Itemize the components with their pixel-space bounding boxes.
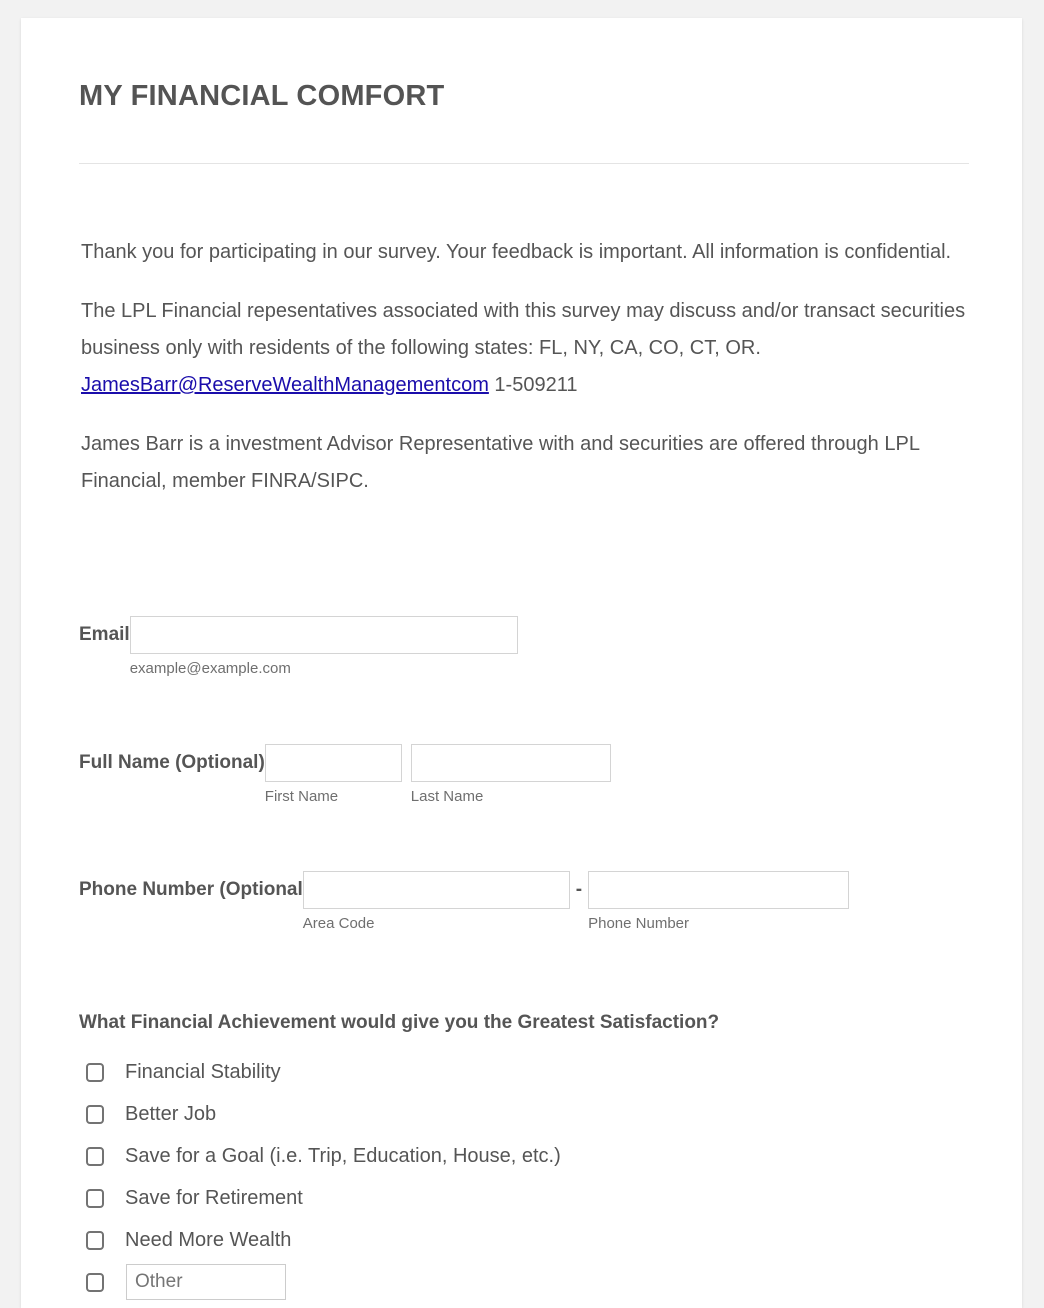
last-name-input[interactable] xyxy=(411,744,611,782)
checkbox-row[interactable] xyxy=(79,1177,979,1219)
checkbox-label: Financial Stability xyxy=(125,1061,281,1083)
checkbox-row[interactable] xyxy=(79,1135,979,1177)
title-divider xyxy=(79,163,969,164)
intro-paragraph-2 xyxy=(81,293,967,404)
email-input-group xyxy=(130,616,518,678)
email-input[interactable] xyxy=(130,616,518,654)
area-code-input[interactable] xyxy=(303,871,570,909)
checkbox-icon-financial-stability[interactable] xyxy=(86,1063,104,1082)
first-name-input[interactable] xyxy=(265,744,402,782)
checkbox-label: Need More Wealth xyxy=(125,1229,292,1251)
page-title: MY FINANCIAL COMFORT xyxy=(79,80,445,112)
full-name-label: Full Name (Optional) xyxy=(79,752,265,773)
question-title: What Financial Achievement would give you the Greatest Satisfaction? xyxy=(79,1012,720,1033)
email-label: Email xyxy=(79,624,130,645)
phone-number-input[interactable] xyxy=(588,871,849,909)
phone-inputs xyxy=(303,871,849,933)
checkbox-row-other[interactable] xyxy=(79,1261,979,1303)
checkbox-icon-need-more-wealth[interactable] xyxy=(86,1231,104,1250)
advisor-email-link[interactable]: JamesBarr@ReserveWealthManagementcom xyxy=(81,374,489,396)
phone-number-group xyxy=(588,871,849,933)
checkbox-row[interactable] xyxy=(79,1219,979,1261)
checkbox-icon-better-job[interactable] xyxy=(86,1105,104,1124)
phone-field-row xyxy=(79,871,849,933)
email-field-row xyxy=(79,616,518,678)
checkbox-row[interactable] xyxy=(79,1051,979,1093)
checkbox-row[interactable] xyxy=(79,1093,979,1135)
first-name-sublabel: First Name xyxy=(264,788,339,805)
checkbox-icon-save-for-retirement[interactable] xyxy=(86,1189,104,1208)
email-sublabel: example@example.com xyxy=(129,660,291,677)
phone-label: Phone Number (Optional xyxy=(79,879,303,900)
form-card xyxy=(21,18,1022,1308)
last-name-sublabel: Last Name xyxy=(410,788,484,805)
checkbox-label: Better Job xyxy=(125,1103,217,1125)
intro-paragraph-3: James Barr is a investment Advisor Representative with and securities are offered through LPL Financial, member FINRA/SIPC. xyxy=(81,433,920,492)
intro-text-block xyxy=(81,234,967,500)
checkbox-label: Save for Retirement xyxy=(125,1187,303,1209)
advisor-phone-text: 1-509211 xyxy=(488,374,578,396)
phone-number-sublabel: Phone Number xyxy=(588,915,690,932)
checkbox-label: Save for a Goal (i.e. Trip, Education, House, etc.) xyxy=(125,1145,561,1167)
area-code-sublabel: Area Code xyxy=(302,915,375,932)
disclosure-text-before-link: The LPL Financial repesentatives associated with this survey may discuss and/or transact securities business only with residents of the following states: FL, NY, CA, CO, CT, OR. xyxy=(81,300,966,359)
full-name-inputs xyxy=(265,744,611,806)
intro-paragraph-1: Thank you for participating in our survey. Your feedback is important. All information is confidential. xyxy=(81,241,952,263)
area-code-group xyxy=(303,871,570,933)
last-name-group xyxy=(411,744,611,806)
full-name-field-row xyxy=(79,744,611,806)
phone-separator: - xyxy=(575,879,583,900)
other-text-input[interactable] xyxy=(126,1264,286,1300)
checkbox-icon-other[interactable] xyxy=(86,1273,104,1292)
first-name-group xyxy=(265,744,402,806)
checkbox-icon-save-for-a-goal[interactable] xyxy=(86,1147,104,1166)
financial-achievement-question xyxy=(79,1011,979,1303)
